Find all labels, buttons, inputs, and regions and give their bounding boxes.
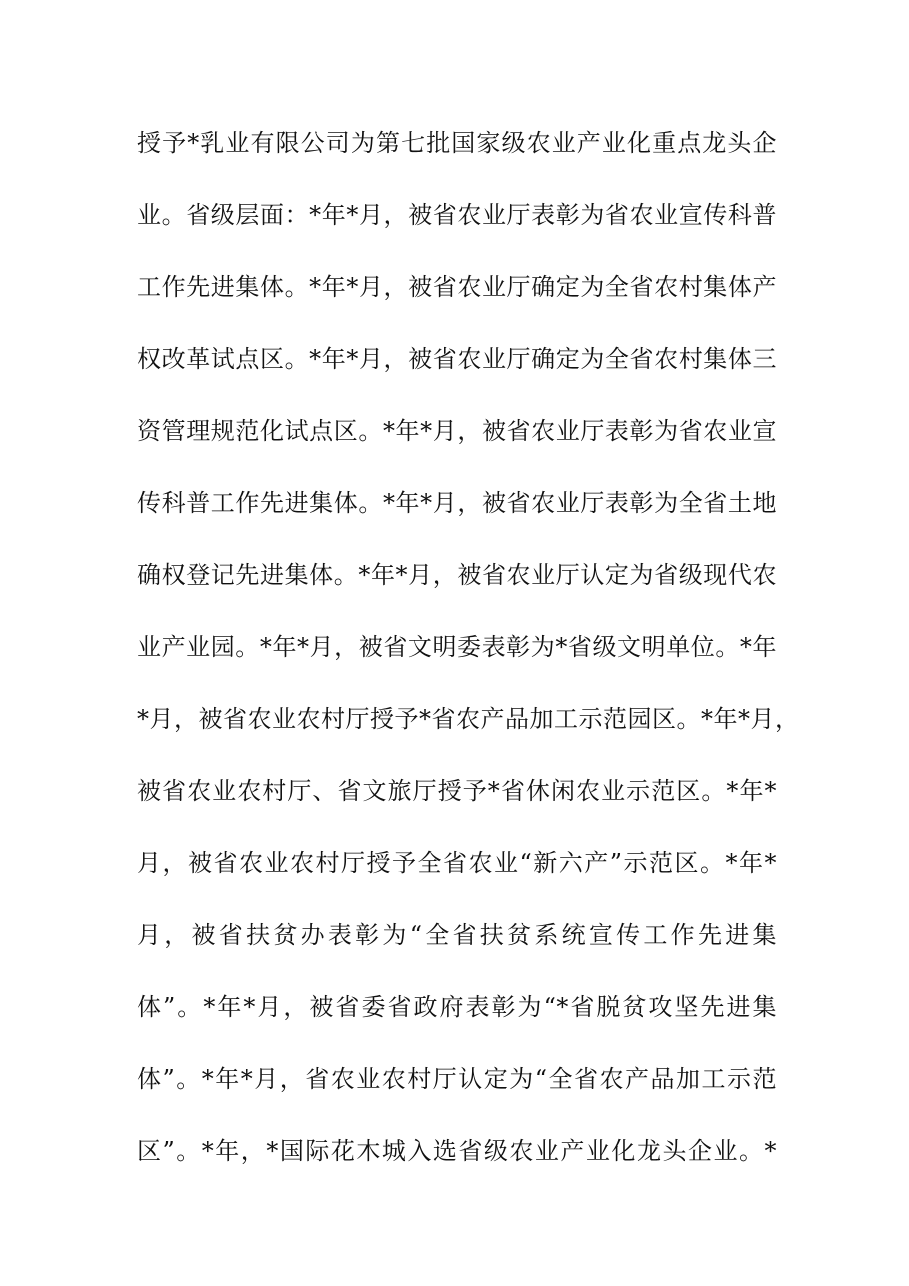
text-line: 传科普工作先进集体。*年*月，被省农业厅表彰为全省土地 [137, 489, 777, 517]
text-line: 区”。*年，*国际花木城入选省级农业产业化龙头企业。* [137, 1137, 777, 1165]
text-line: 业产业园。*年*月，被省文明委表彰为*省级文明单位。*年 [137, 633, 777, 661]
text-line: 被省农业农村厅、省文旅厅授予*省休闲农业示范区。*年* [137, 777, 777, 805]
body-text [137, 119, 800, 1199]
text-line: 权改革试点区。*年*月，被省农业厅确定为全省农村集体三 [137, 345, 777, 373]
text-line: 体”。*年*月，省农业农村厅认定为“全省农产品加工示范 [137, 1065, 777, 1093]
text-line: 月，被省农业农村厅授予全省农业“新六产”示范区。*年* [137, 849, 777, 877]
text-line: 月，被省扶贫办表彰为“全省扶贫系统宣传工作先进集 [137, 921, 777, 949]
text-line: 确权登记先进集体。*年*月，被省农业厅认定为省级现代农 [137, 561, 777, 589]
text-line: 体”。*年*月，被省委省政府表彰为“*省脱贫攻坚先进集 [137, 993, 777, 1021]
text-line: *月，被省农业农村厅授予*省农产品加工示范园区。*年*月， [137, 705, 800, 733]
text-line: 授予*乳业有限公司为第七批国家级农业产业化重点龙头企 [137, 129, 777, 157]
text-line: 工作先进集体。*年*月，被省农业厅确定为全省农村集体产 [137, 273, 777, 301]
text-line: 业。省级层面：*年*月，被省农业厅表彰为省农业宣传科普 [137, 201, 777, 229]
text-line: 资管理规范化试点区。*年*月，被省农业厅表彰为省农业宣 [137, 417, 777, 445]
